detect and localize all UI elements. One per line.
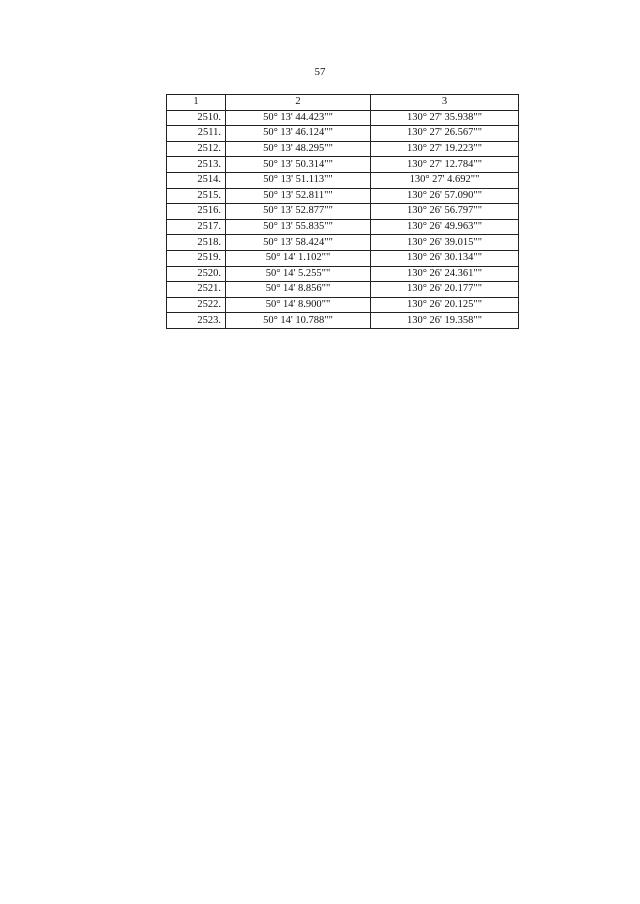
table-body <box>167 110 519 328</box>
latitude-cell: 50° 13' 46.124"" <box>226 126 371 142</box>
latitude-cell: 50° 13' 52.811"" <box>226 188 371 204</box>
latitude-cell: 50° 13' 50.314"" <box>226 157 371 173</box>
longitude-cell: 130° 26' 49.963"" <box>371 219 519 235</box>
point-number: 2518. <box>167 235 226 251</box>
longitude-cell: 130° 26' 24.361"" <box>371 266 519 282</box>
table-row <box>167 282 519 298</box>
table-row <box>167 110 519 126</box>
point-number: 2514. <box>167 172 226 188</box>
latitude-cell: 50° 13' 51.113"" <box>226 172 371 188</box>
table-row <box>167 219 519 235</box>
table-row <box>167 157 519 173</box>
longitude-cell: 130° 26' 20.125"" <box>371 297 519 313</box>
longitude-cell: 130° 27' 4.692"" <box>371 172 519 188</box>
latitude-cell: 50° 13' 48.295"" <box>226 141 371 157</box>
latitude-cell: 50° 14' 8.900"" <box>226 297 371 313</box>
latitude-cell: 50° 13' 44.423"" <box>226 110 371 126</box>
longitude-cell: 130° 26' 19.358"" <box>371 313 519 329</box>
point-number: 2519. <box>167 250 226 266</box>
latitude-cell: 50° 13' 52.877"" <box>226 204 371 220</box>
longitude-cell: 130° 26' 30.134"" <box>371 250 519 266</box>
latitude-cell: 50° 14' 1.102"" <box>226 250 371 266</box>
table-row <box>167 297 519 313</box>
point-number: 2515. <box>167 188 226 204</box>
point-number: 2522. <box>167 297 226 313</box>
point-number: 2521. <box>167 282 226 298</box>
point-number: 2520. <box>167 266 226 282</box>
table-row <box>167 235 519 251</box>
header-row <box>167 95 519 111</box>
table-row <box>167 250 519 266</box>
column-header-3: 3 <box>371 95 519 111</box>
longitude-cell: 130° 27' 35.938"" <box>371 110 519 126</box>
latitude-cell: 50° 13' 55.835"" <box>226 219 371 235</box>
longitude-cell: 130° 26' 39.015"" <box>371 235 519 251</box>
table-row <box>167 266 519 282</box>
table-row <box>167 126 519 142</box>
latitude-cell: 50° 13' 58.424"" <box>226 235 371 251</box>
longitude-cell: 130° 26' 57.090"" <box>371 188 519 204</box>
table-row <box>167 172 519 188</box>
table-header <box>167 95 519 111</box>
longitude-cell: 130° 26' 56.797"" <box>371 204 519 220</box>
point-number: 2517. <box>167 219 226 235</box>
point-number: 2512. <box>167 141 226 157</box>
table-row <box>167 204 519 220</box>
page-number: 57 <box>314 66 326 78</box>
point-number: 2513. <box>167 157 226 173</box>
point-number: 2511. <box>167 126 226 142</box>
point-number: 2510. <box>167 110 226 126</box>
longitude-cell: 130° 27' 19.223"" <box>371 141 519 157</box>
longitude-cell: 130° 26' 20.177"" <box>371 282 519 298</box>
table-row <box>167 313 519 329</box>
table-row <box>167 188 519 204</box>
point-number: 2516. <box>167 204 226 220</box>
column-header-2: 2 <box>226 95 371 111</box>
table-row <box>167 141 519 157</box>
point-number: 2523. <box>167 313 226 329</box>
latitude-cell: 50° 14' 5.255"" <box>226 266 371 282</box>
latitude-cell: 50° 14' 8.856"" <box>226 282 371 298</box>
column-header-1: 1 <box>167 95 226 111</box>
longitude-cell: 130° 27' 26.567"" <box>371 126 519 142</box>
coordinates-table <box>166 94 519 329</box>
latitude-cell: 50° 14' 10.788"" <box>226 313 371 329</box>
longitude-cell: 130° 27' 12.784"" <box>371 157 519 173</box>
